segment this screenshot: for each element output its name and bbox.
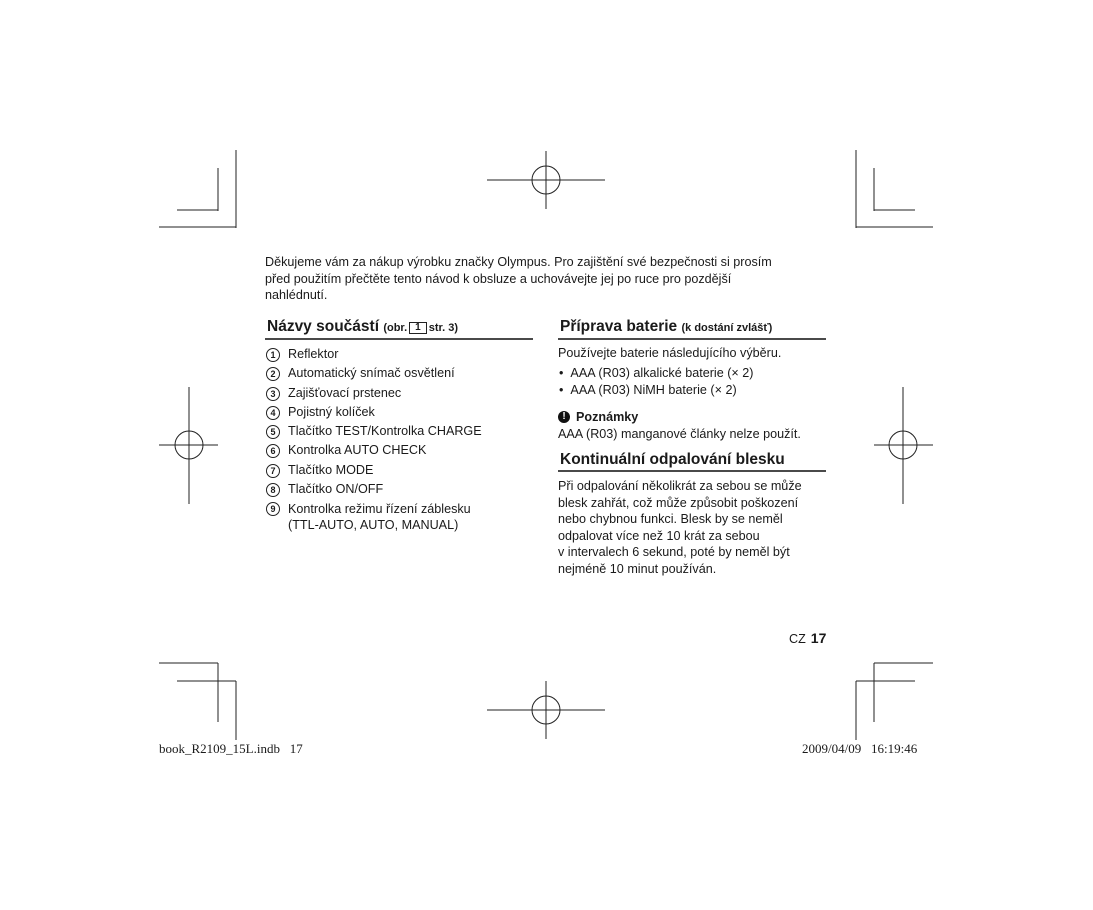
paragraph-line: blesk zahřát, což může způsobit poškození [558,495,799,510]
exclamation-icon: ! [558,411,570,423]
battery-intro: Používejte baterie následujícího výběru. [558,346,782,360]
parts-list [265,345,533,534]
circled-number-icon: 3 [266,387,280,401]
list-item: • AAA (R03) alkalické baterie (× 2) [559,365,754,380]
continuous-heading [558,451,826,472]
list-item [265,499,533,534]
intro-line: Děkujeme vám za nákup výrobku značky Olympus. Pro zajištění své bezpečnosti si prosím [265,255,772,269]
part-label: Kontrolka režimu řízení záblesku [288,501,471,516]
part-label-continued: (TTL-AUTO, AUTO, MANUAL) [288,518,459,533]
print-slug-file: book_R2109_15L.indb 17 [159,741,303,756]
circled-number-icon: 6 [266,444,280,458]
paragraph-line: Při odpalování několikrát za sebou se může [558,479,802,493]
page-number-value: 17 [810,630,827,646]
continuous-paragraph [558,478,826,577]
notes-text: AAA (R03) manganové články nelze použít. [558,426,801,441]
part-label-multiline [288,499,471,534]
part-label: Kontrolka AUTO CHECK [288,443,427,458]
list-item [265,384,533,403]
paragraph-line: nejméně 10 minut používán. [558,561,717,576]
part-label: Reflektor [288,347,339,361]
battery-heading [558,318,826,340]
circled-number-icon: 5 [266,425,280,439]
battery-section [558,318,826,442]
list-item [265,403,533,422]
part-label: Automatický snímač osvětlení [288,366,455,381]
part-label: Zajišťovací prstenec [288,385,402,400]
parts-title: Názvy součástí [267,318,379,335]
part-label: Tlačítko TEST/Kontrolka CHARGE [288,424,482,439]
parts-section [265,318,533,534]
list-item [265,461,533,480]
parts-ref-prefix: (obr. [383,322,408,334]
part-label: Tlačítko ON/OFF [288,482,384,497]
circled-number-icon: 9 [266,502,280,516]
paragraph-line: odpalovat více než 10 krát za sebou [558,528,760,543]
figure-number-box: 1 [409,322,427,334]
battery-option: AAA (R03) alkalické baterie (× 2) [570,365,754,380]
list-item [265,364,533,383]
intro-line: nahlédnutí. [265,288,328,303]
parts-heading [265,318,533,340]
part-label: Tlačítko MODE [288,462,374,477]
language-code: CZ [789,632,806,646]
circled-number-icon: 2 [266,367,280,381]
list-item [265,480,533,499]
list-item [265,345,533,364]
intro-paragraph [265,254,825,304]
notes-heading [558,408,826,426]
page-number [789,630,826,646]
battery-list [558,365,826,400]
part-label: Pojistný kolíček [288,404,375,419]
intro-line: před použitím přečtěte tento návod k obsluze a uchovávejte jej po ruce pro pozdější [265,271,732,286]
list-item [265,422,533,441]
print-slug-timestamp: 2009/04/09 16:19:46 [802,741,918,756]
circled-number-icon: 4 [266,406,280,420]
notes-label: Poznámky [576,409,639,424]
list-item [265,441,533,460]
circled-number-icon: 1 [266,348,280,362]
continuous-section [558,451,826,577]
circled-number-icon: 8 [266,483,280,497]
parts-ref-suffix: str. 3) [428,322,459,334]
paragraph-line: v intervalech 6 sekund, poté by neměl být [558,545,790,559]
continuous-title: Kontinuální odpalování blesku [560,451,785,468]
battery-title: Příprava baterie [560,318,678,335]
battery-subtitle: (k dostání zvlášť) [681,322,773,334]
list-item: • AAA (R03) NiMH baterie (× 2) [559,383,737,397]
paragraph-line: nebo chybnou funkci. Blesk by se neměl [558,512,783,526]
circled-number-icon: 7 [266,464,280,478]
battery-option: AAA (R03) NiMH baterie (× 2) [570,383,737,397]
